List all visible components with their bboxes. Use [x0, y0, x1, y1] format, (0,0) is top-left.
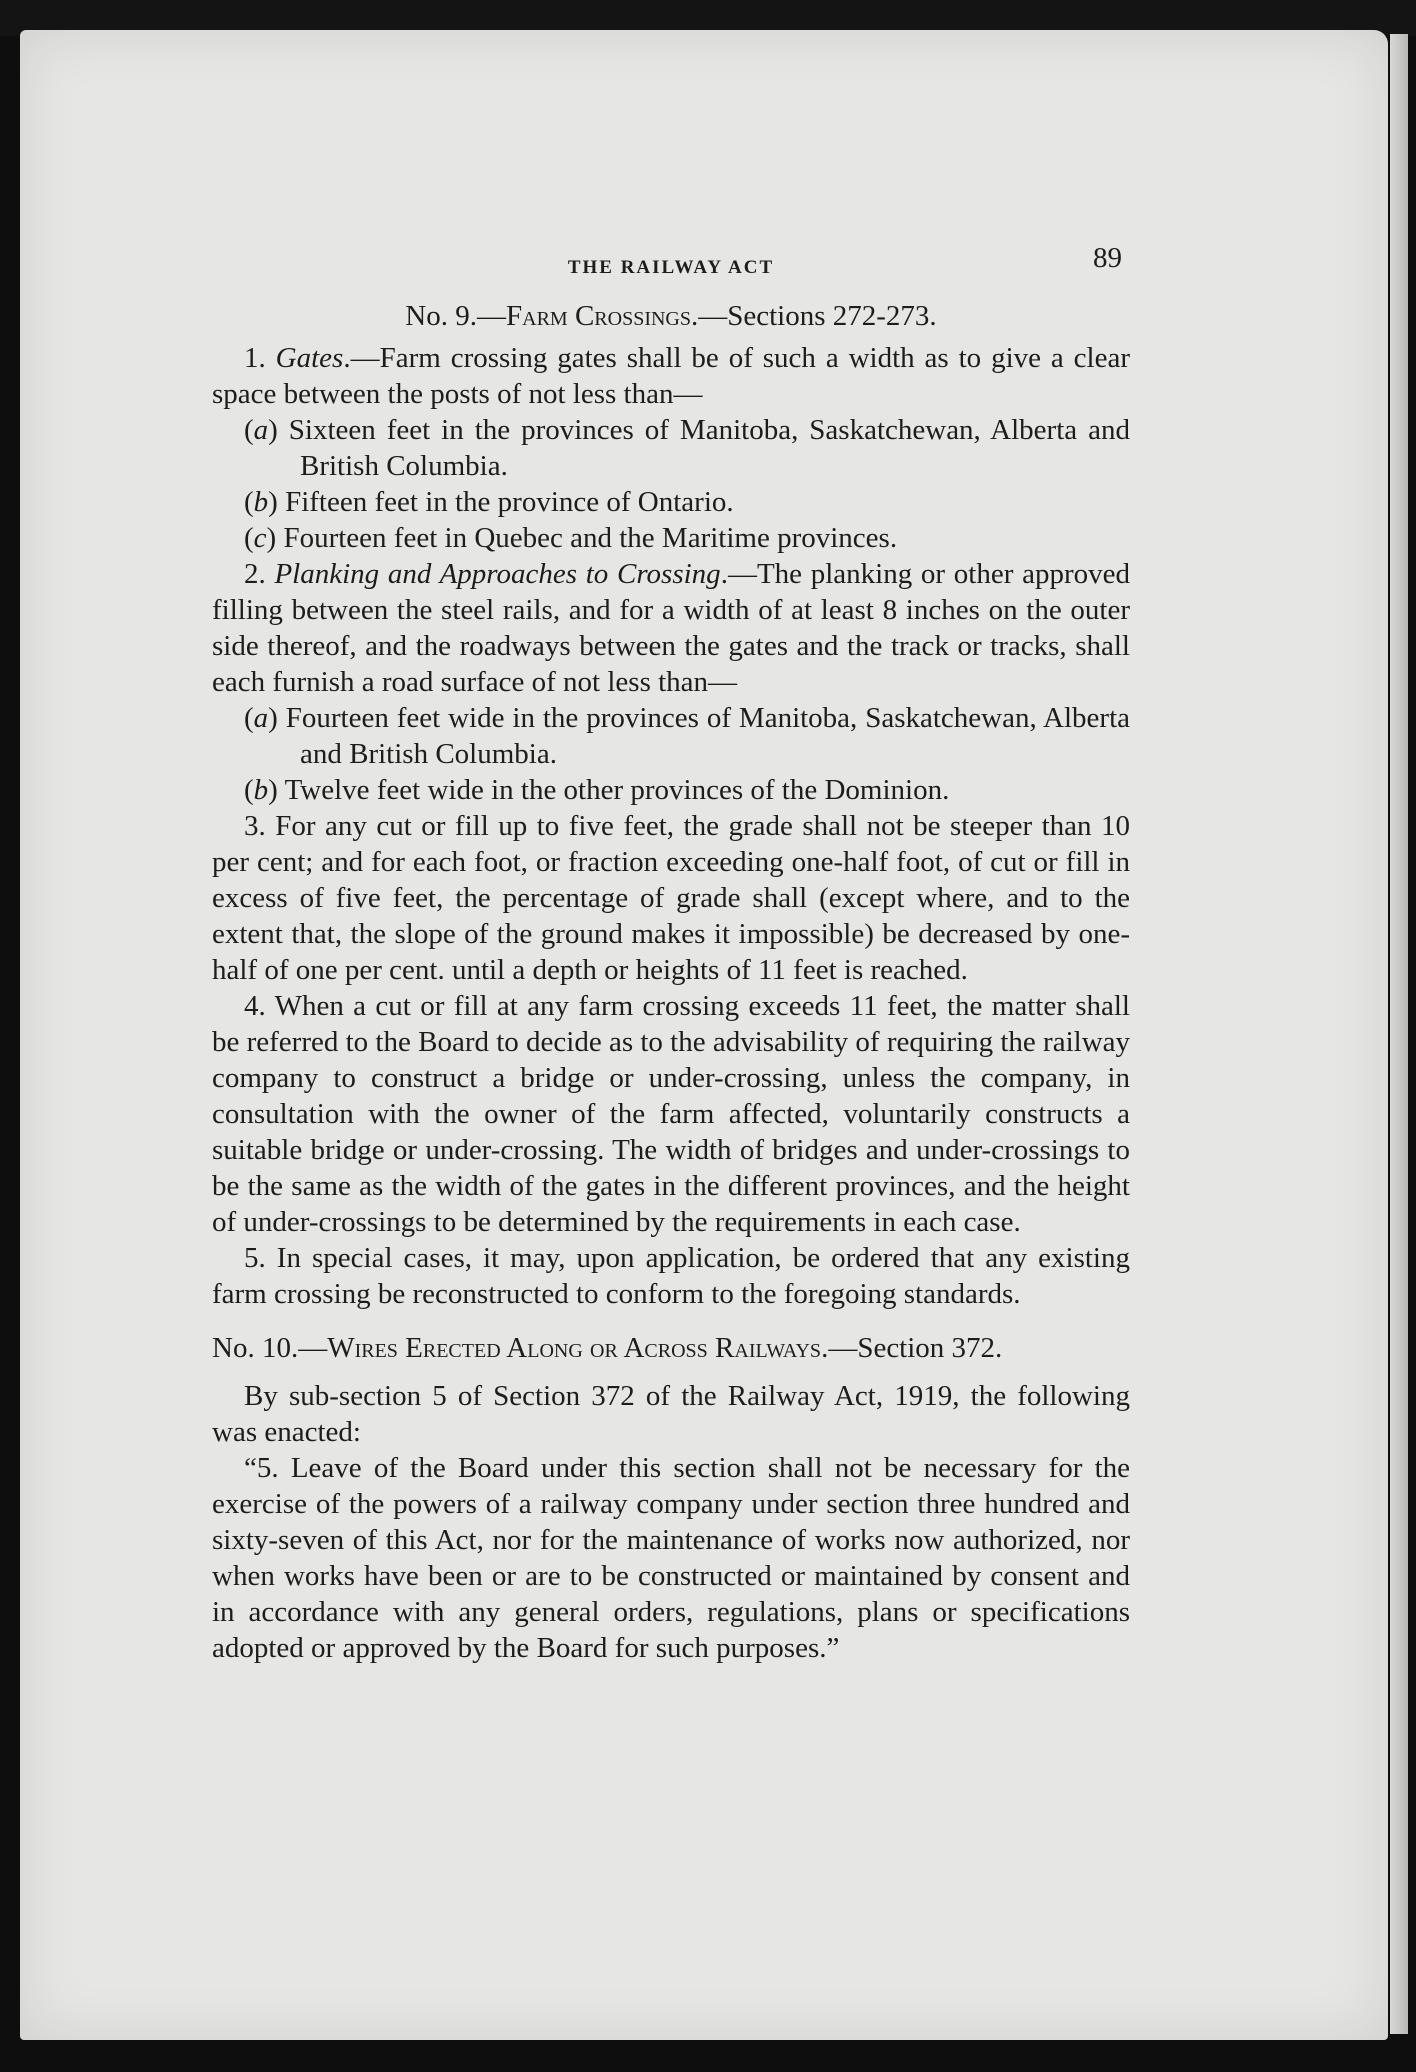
page-text [212, 240, 1130, 1666]
list-item: (a) Fourteen feet wide in the provinces of Manitoba, Saskatchewan, Alberta and British Columbia. [244, 702, 1130, 770]
paragraph-1-text: .—Farm crossing gates shall be of such a width as to give a clear space between the posts of not less than— [212, 342, 1131, 410]
list-item: (c) Fourteen feet in Quebec and the Maritime provinces. [244, 522, 898, 554]
section-10-quote: “5. Leave of the Board under this section shall not be necessary for the exercise of the powers of a railway company under section three hundred and sixty-seven of this Act, nor for the maintenance of works now authorized, nor when works have been or are to be constructed or maintained by consent and in accordance with any general orders, regulations, plans or specifications adopted or approved by the Board for such purposes.” [212, 1452, 1130, 1664]
list-item: (b) Fifteen feet in the province of Ontario. [244, 486, 734, 518]
list-item: (a) Sixteen feet in the provinces of Manitoba, Saskatchewan, Alberta and British Columbia. [244, 414, 1130, 482]
paragraph-2-title: Planking and Approaches to Crossing [274, 558, 721, 590]
running-title: THE RAILWAY ACT [567, 257, 775, 278]
paragraph-1-title: Gates [275, 342, 344, 374]
section-9-title: Farm Crossings [506, 300, 691, 332]
section-10-heading [212, 1330, 1130, 1366]
running-head [212, 240, 1130, 284]
section-10-intro: By sub-section 5 of Section 372 of the Railway Act, 1919, the following was enacted: [212, 1380, 1130, 1448]
paragraph-2 [212, 556, 1130, 700]
list-item: (b) Twelve feet wide in the other provinces of the Dominion. [244, 774, 950, 806]
page-edge [1390, 34, 1408, 2034]
paragraph-2-text: .—The planking or other approved filling between the steel rails, and for a width of at least 8 inches on the outer side thereof, and the roadways between the gates and the track or tracks, shall each furnish a road surface of not less than— [212, 558, 1131, 698]
section-9-heading [212, 298, 1130, 334]
paragraph-1-number: 1. [244, 342, 266, 374]
paragraph-2-number: 2. [244, 558, 266, 590]
section-9-number: No. 9.— [405, 300, 506, 332]
section-10-ref: .—Section 372. [821, 1332, 1003, 1364]
section-10-title: Wires Erected Along or Across Railways [327, 1332, 822, 1364]
paragraph-4: 4. When a cut or fill at any farm crossing exceeds 11 feet, the matter shall be referred to the Board to decide as to the advisability of requiring the railway company to construct a bridge or under-crossing, unless the company, in consultation with the owner of the farm affected, voluntarily constructs a suitable bridge or under-crossing. The width of bridges and under-crossings to be the same as the width of the gates in the different provinces, and the height of under-crossings to be determined by the requirements in each case. [212, 990, 1131, 1238]
paragraph-5: 5. In special cases, it may, upon application, be ordered that any existing farm crossing be reconstructed to conform to the foregoing standards. [212, 1242, 1130, 1310]
section-10-number: No. 10.— [212, 1332, 328, 1364]
paragraph-1 [212, 340, 1130, 412]
section-9-ref: .—Sections 272-273. [691, 300, 937, 332]
paragraph-3: 3. For any cut or fill up to five feet, the grade shall not be steeper than 10 per cent; and for each foot, or fraction exceeding one-half foot, of cut or fill in excess of five feet, the percentage of grade shall (except where, and to the extent that, the slope of the ground makes it impossible) be decreased by one-half of one per cent. until a depth or heights of 11 feet is reached. [212, 810, 1130, 986]
page-number: 89 [1093, 242, 1122, 274]
